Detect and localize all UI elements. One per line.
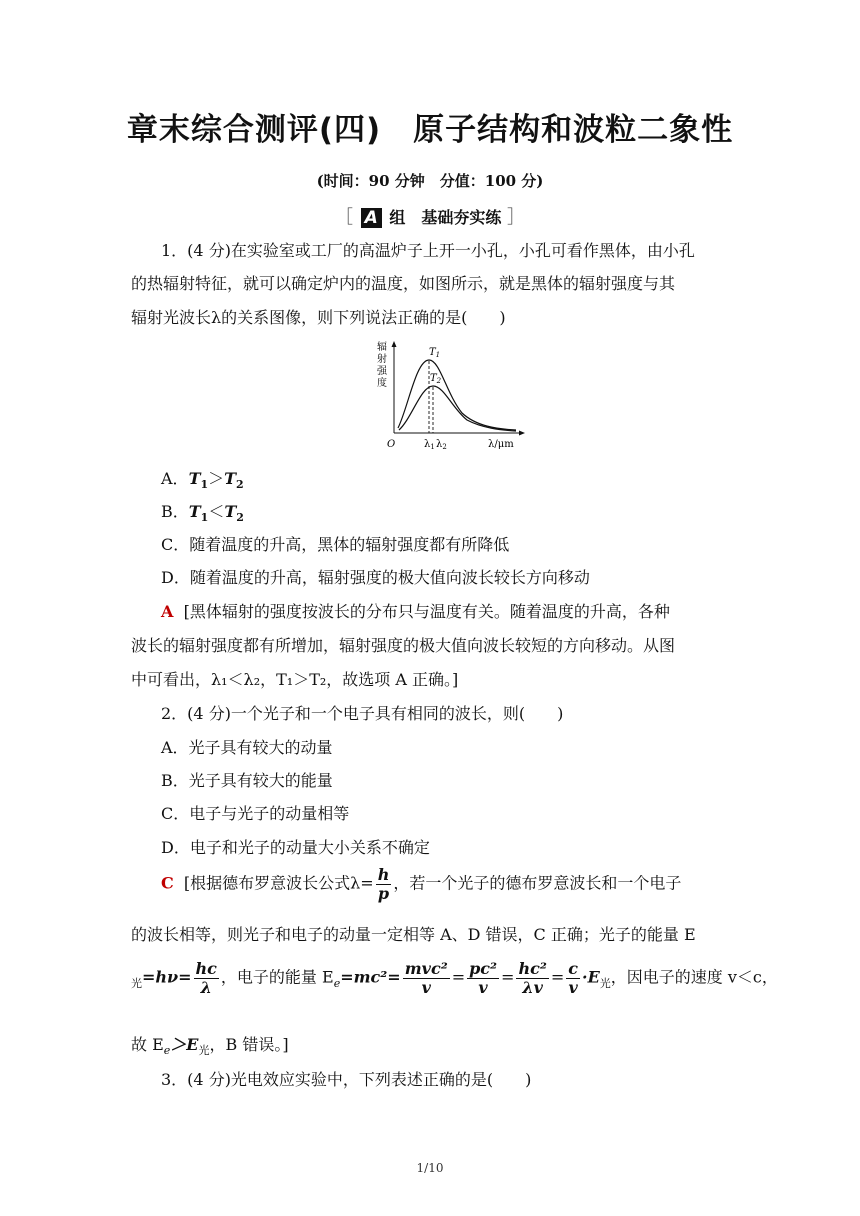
y-axis-arrow-icon <box>392 341 397 347</box>
x-axis-label: λ/μm <box>488 439 514 450</box>
curve-t1 <box>398 360 516 430</box>
origin-label: O <box>387 439 396 450</box>
q2-answer: C <box>161 873 174 893</box>
q2-option-d: D．电子和光子的动量大小关系不确定 <box>161 838 430 857</box>
q1-explanation-3: 中可看出，λ₁＜λ₂，T₁＞T₂，故选项 A 正确。] <box>131 670 459 689</box>
bracket-left: ［ <box>335 207 354 228</box>
q1-option-b: B．$T_1<T_2$ <box>161 502 244 525</box>
q1-line-1: 1．(4 分)在实验室或工厂的高温炉子上开一小孔，小孔可看作黑体，由小孔 <box>161 241 695 260</box>
q2-explanation-2: 的波长相等，则光子和电子的动量一定相等 A、D 错误，C 正确；光子的能量 E <box>131 925 696 944</box>
group-a-icon: A <box>361 208 382 228</box>
q1-option-d: D．随着温度的升高，辐射强度的极大值向波长较长方向移动 <box>161 568 590 587</box>
q1-option-c: C．随着温度的升高，黑体的辐射强度都有所降低 <box>161 535 510 554</box>
y-axis-label-4: 度 <box>377 378 387 389</box>
blackbody-radiation-graph <box>372 338 532 456</box>
q1-explanation-1: A [黑体辐射的强度按波长的分布只与温度有关。随着温度的升高，各种 <box>161 602 670 621</box>
y-axis-label-1: 辐 <box>377 342 387 353</box>
bracket-right: ］ <box>506 207 525 228</box>
q2-option-c: C．电子与光子的动量相等 <box>161 804 350 823</box>
curve-t2 <box>399 386 516 431</box>
curve-t1-label: $T_1$ <box>429 347 441 359</box>
q2-stem: 2．(4 分)一个光子和一个电子具有相同的波长，则( ) <box>161 704 564 723</box>
q1-line-2: 的热辐射特征，就可以确定炉内的温度，如图所示，就是黑体的辐射强度与其 <box>131 274 676 293</box>
curve-t2-label: $T_2$ <box>430 373 442 385</box>
y-axis-label-3: 强 <box>377 366 387 377</box>
fraction-h-p: $\frac{h}{p}$ <box>377 865 390 903</box>
q2-explanation-3: $_光$=hν= $\frac{hc}{\lambda}$ ，电子的能量 $E_e=mc^2=$ $\frac{\text{mvc²}}{v}$ = $\frac{\text{pc²}}{v}$ = $\frac{\text{hc²}}{\lambda v}$ = $\frac{c}{v}$ $\cdot E_光$，因电子的速度 v＜c， <box>131 959 778 997</box>
q2-explanation-1: C [根据德布罗意波长公式λ= $\frac{h}{p}$ ，若一个光子的德布罗意波长和一个电子 <box>161 865 682 903</box>
exam-info: (时间：90 分钟 分值：100 分) <box>316 172 544 190</box>
page-title: 章末综合测评(四) 原子结构和波粒二象性 <box>126 112 734 148</box>
q2-option-a: A．光子具有较大的动量 <box>161 738 333 757</box>
lambda1-label: $\lambda_1$ <box>424 439 435 451</box>
q1-option-a: A．$T_1>T_2$ <box>161 469 244 492</box>
q1-explanation-2: 波长的辐射强度都有所增加，辐射强度的极大值向波长较短的方向移动。从图 <box>131 636 676 655</box>
section-header <box>0 203 860 229</box>
q3-stem: 3．(4 分)光电效应实验中，下列表述正确的是( ) <box>161 1070 532 1089</box>
x-axis-arrow-icon <box>519 431 525 436</box>
page-number: 1/10 <box>416 1161 444 1175</box>
q1-line-3: 辐射光波长λ的关系图像，则下列说法正确的是( ) <box>131 308 506 327</box>
group-label: 组 基础夯实练 <box>389 208 502 227</box>
q1-answer: A <box>161 602 174 621</box>
lambda2-label: $\lambda_2$ <box>436 439 447 451</box>
y-axis-label-2: 射 <box>377 354 387 365</box>
q2-option-b: B．光子具有较大的能量 <box>161 771 333 790</box>
q2-explanation-4: 故 $E_e>E_光$，B 错误。] <box>131 1035 289 1058</box>
